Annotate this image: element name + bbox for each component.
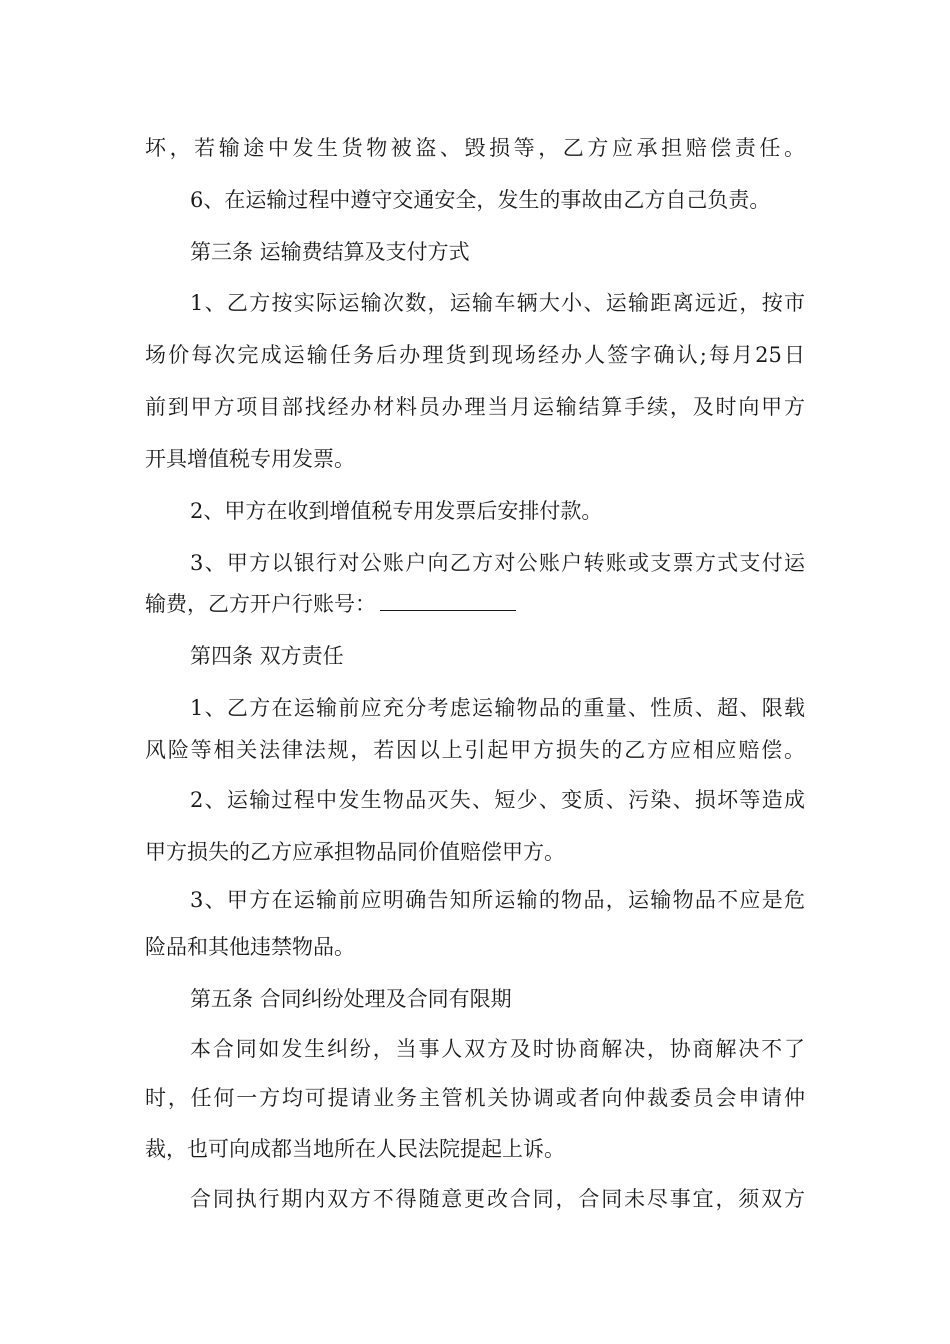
section-heading: 第五条 合同纠纷处理及合同有限期 <box>190 987 512 1011</box>
text-line: 前到甲方项目部找经办材料员办理当月运输结算手续，及时向甲方 <box>145 395 805 419</box>
text-line: 3、甲方在运输前应明确告知所运输的物品，运输物品不应是危 <box>190 888 805 912</box>
text-line: 风险等相关法律法规，若因以上引起甲方损失的乙方应相应赔偿。 <box>145 738 805 762</box>
account-blank <box>380 590 516 611</box>
text-line: 1、乙方按实际运输次数，运输车辆大小、运输距离远近，按市 <box>190 291 805 315</box>
text-line: 险品和其他违禁物品。 <box>145 935 355 959</box>
text-line: 本合同如发生纠纷，当事人双方及时协商解决，协商解决不了 <box>190 1037 805 1061</box>
text-line: 2、运输过程中发生物品灭失、短少、变质、污染、损坏等造成 <box>190 788 805 812</box>
text-line: 合同执行期内双方不得随意更改合同，合同未尽事宜，须双方 <box>190 1187 805 1211</box>
text-line: 时，任何一方均可提请业务主管机关协调或者向仲裁委员会申请仲 <box>145 1086 805 1110</box>
text-line: 1、乙方在运输前应充分考虑运输物品的重量、性质、超、限载 <box>190 696 805 720</box>
text-line: 3、甲方以银行对公账户向乙方对公账户转账或支票方式支付运 <box>190 551 805 575</box>
text-line: 甲方损失的乙方应承担物品同价值赔偿甲方。 <box>145 840 565 864</box>
text-line: 坏，若输途中发生货物被盗、毁损等，乙方应承担赔偿责任。 <box>145 136 805 160</box>
text-line: 裁，也可向成都当地所在人民法院提起上诉。 <box>145 1137 565 1161</box>
section-heading: 第三条 运输费结算及支付方式 <box>190 240 470 264</box>
text-line: 6、在运输过程中遵守交通安全，发生的事故由乙方自己负责。 <box>190 188 771 212</box>
section-heading: 第四条 双方责任 <box>190 644 344 668</box>
account-label: 输费，乙方开户行账号： <box>145 592 376 616</box>
text-line: 2、甲方在收到增值税专用发票后安排付款。 <box>190 499 603 523</box>
text-line: 场价每次完成运输任务后办理货到现场经办人签字确认;每月25日 <box>145 343 805 367</box>
text-line: 开具增值税专用发票。 <box>145 447 355 471</box>
text-line <box>145 589 815 619</box>
